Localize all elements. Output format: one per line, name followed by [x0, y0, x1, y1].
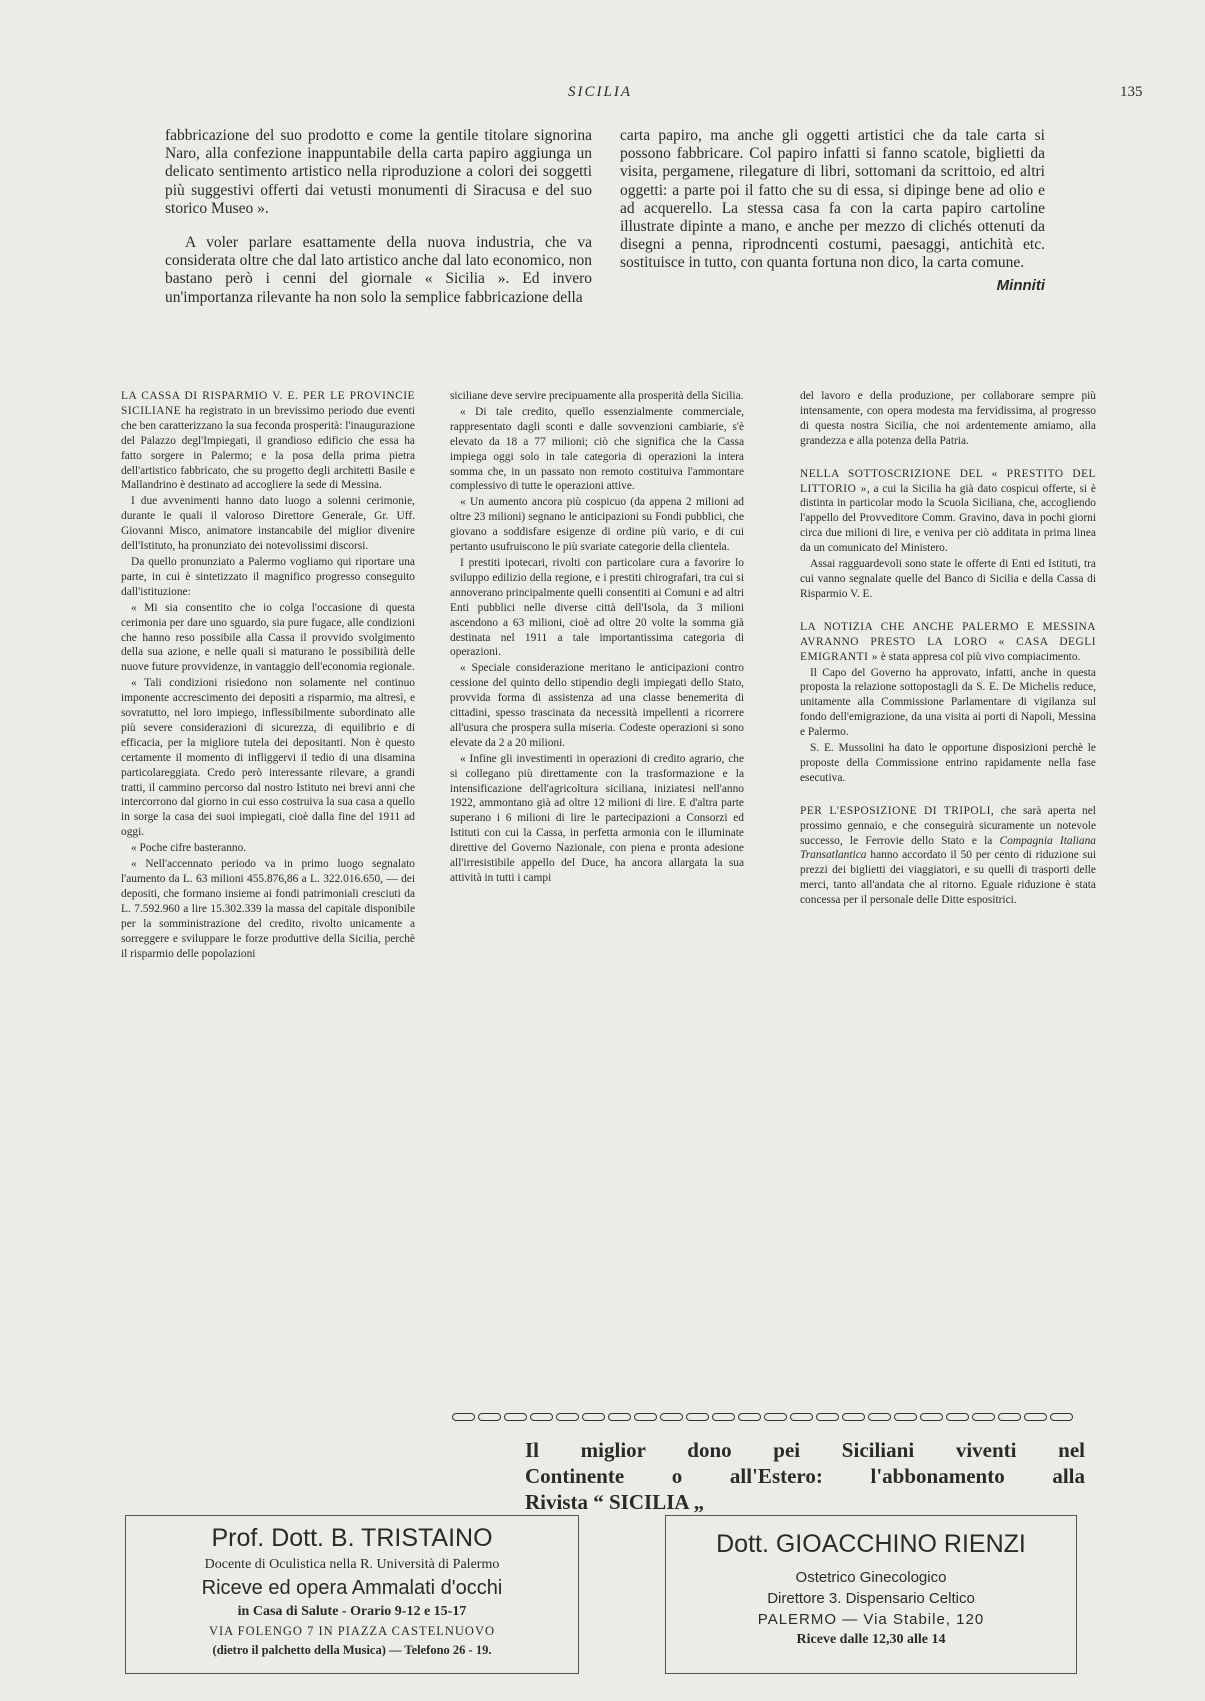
news-paragraph: « Di tale credito, quello essenzialmente commerciale, rappresentato dagli sconti e dalle sovvenzioni cambiarie, s'è elevato da 18 a 77 milioni; ciò che significa che la Cassa impiega oggi solo in tale categoria di operazioni la intera somma che, in un passato non remoto costituiva l'ammontare complessivo di tutte le operazioni attive.	[450, 405, 744, 493]
page-number: 135	[1120, 84, 1143, 100]
news-heading: PER L'ESPOSIZIONE DI TRIPOLI,	[800, 804, 995, 817]
ad-hours: Riceve dalle 12,30 alle 14	[796, 1632, 946, 1647]
news-item: LA CASSA DI RISPARMIO V. E. PER LE PROVINCIE SICILIANE ha registrato in un brevissimo periodo due eventi che ben caratterizzano la sua feconda prosperità: l'inaugurazione del Palazzo degl'Impiegati, il grandioso edificio che essa ha fatto sorgere in Palermo; e la posa della prima pietra dell'artistico fabbricato, che su progetto degli architetti Basile e Mallandrino è destinato ad accogliere la sede di Messina.	[121, 390, 415, 492]
news-paragraph: « Speciale considerazione meritano le anticipazioni contro cessione del quinto dello stipendio degli impiegati dello Stato, provvida forma di assistenza ad una classe benemerita di cittadini, spesso trascinata da necessità impellenti a ricorrere all'usura che prospera sulla miseria. Codeste operazioni si sono elevate da 2 a 20 milioni.	[450, 662, 744, 749]
promo-line: Il miglior dono pei Siciliani viventi nel	[525, 1438, 1085, 1462]
ad-tristaino	[125, 1515, 579, 1674]
news-paragraph: « Mi sia consentito che io colga l'occasione di questa cerimonia per dare uno sguardo, sia pure fugace, alle condizioni che hanno reso possibile alla Cassa il provvido svolgimento della sua azione, e nelle quali si maturano le possibilità delle nuove future provvidenze, in vantaggio dell'economia regionale.	[121, 601, 415, 674]
article-column-left	[165, 127, 592, 323]
ad-rienzi	[665, 1515, 1077, 1674]
news-heading: LA NOTIZIA CHE ANCHE PALERMO E MESSINA AVRANNO PRESTO LA LORO « CASA DEGLI EMIGRANTI »	[800, 620, 1096, 663]
ad-address: PALERMO — Via Stabile, 120	[757, 1611, 985, 1628]
ad-service: Riceve ed opera Ammalati d'occhi	[201, 1577, 503, 1599]
news-paragraph: « Poche cifre basteranno.	[131, 842, 247, 855]
news-paragraph: I prestiti ipotecari, rivolti con particolare cura a favorire lo sviluppo edilizio della regione, e i prestiti chirografari, tra cui si annoverano principalmente quelli consentiti ai Comuni e ad altri Enti pubblici nelle diverse città dell'Isola, da 3 milioni ascendono a 63 milioni, cioè ad oltre 20 volte la somma già destinata nel 1911 a tale importantissima categoria di operazioni.	[450, 556, 744, 659]
news-paragraph: Il Capo del Governo ha approvato, infatti, anche in questa proposta la relazione sottopostagli da S. E. De Michelis reduce, unitamente alla Commissione Parlamentare di vigilanza sul fondo dell'emigrazione, da una visita ai porti di Napoli, Messina e Palermo.	[800, 666, 1096, 739]
news-paragraph: S. E. Mussolini ha dato le opportune disposizioni perchè le proposte della Commissione entrino rapidamente nella fase esecutiva.	[800, 742, 1096, 784]
news-paragraph: I due avvenimenti hanno dato luogo a solenni cerimonie, durante le quali il valoroso Direttore Generale, Gr. Uff. Giovanni Misco, animatore instancabile del miglior divenire dell'Istituto, ha pronunziato dei notevolissimi discorsi.	[121, 495, 415, 553]
news-paragraph: « Nell'accennato periodo va in primo luogo segnalato l'aumento da L. 63 milioni 455.876,86 a L. 322.016.650, — dei depositi, che formano insieme ai fondi patrimoniali cresciuti da L. 7.592.960 a lire 15.302.339 la massa del capitale disponibile per la somministrazione del credito, rivolto unicamente a sorreggere e sviluppare le forze produttive della Sicilia, perchè il risparmio delle popolazioni	[121, 858, 415, 960]
article-paragraph: carta papiro, ma anche gli oggetti artistici che da tale carta si possono fabbricare. Col papiro infatti si fanno scatole, biglietti da visita, pergamene, rilegature di libri, sottomani da scrittoio, ed altri oggetti: a parte poi il fatto che su di essa, si dipinge bene ad olio e ad acquerello. La stessa casa fa con la carta papiro cartoline illustrate dipinte a mano, e anche per mezzo di clichés ottenuti da disegni a penna, riprodncenti costumi, paesaggi, antichità etc. sostituisce in tutto, con quanta fortuna non dico, la carta comune.	[620, 127, 1045, 272]
ad-address: VIA FOLENGO 7 IN PIAZZA CASTELNUOVO	[208, 1624, 496, 1638]
news-paragraph: « Un aumento ancora più cospicuo (da appena 2 milioni ad oltre 23 milioni) segnano le anticipazioni su Fondi pubblici, che giovano a soddisfare esigenze di ordine più vario, e di cui pertanto usufruiscono le più svariate categorie della clientela.	[450, 496, 744, 554]
running-header	[0, 84, 1205, 104]
decorative-chain-border	[452, 1413, 1097, 1425]
news-heading: NELLA SOTTOSCRIZIONE DEL « PRESTITO DEL LITTORIO »	[800, 467, 1096, 495]
ad-role: Direttore 3. Dispensario Celtico	[767, 1590, 975, 1607]
article-paragraph: A voler parlare esattamente della nuova industria, che va considerata oltre che dal lato artistico anche dal lato economico, non bastano però i cenni del giornale « Sicilia ». Ed invero un'importanza rilevante ha non solo la semplice fabbricazione della	[165, 234, 592, 306]
ad-doctor-name: Dott. GIOACCHINO RIENZI	[716, 1530, 1026, 1558]
ad-note: (dietro il palchetto della Musica) — Telefono 26 - 19.	[212, 1643, 492, 1657]
ad-specialty: Ostetrico Ginecologico	[795, 1569, 947, 1586]
article-paragraph: fabbricazione del suo prodotto e come la gentile titolare signorina Naro, alla confezione inappuntabile della carta papiro aggiunga un delicato sentimento artistico nella riproduzione a colori dei soggetti più suggestivi offerti dai vetusti monumenti di Siracusa e del suo storico Museo ».	[165, 127, 592, 217]
promo-line: Rivista “ SICILIA „	[525, 1490, 705, 1514]
article-column-right	[620, 127, 1045, 295]
author-signature: Minniti	[996, 276, 1045, 294]
news-paragraph: « Infine gli investimenti in operazioni di credito agrario, che si collegano più direttamente con la trasformazione e la intensificazione dell'agricoltura siciliana, iniziatesi nell'anno 1922, ammontano già ad oltre 12 milioni di lire. E d'altra parte superano i 6 milioni di lire le partecipazioni a Consorzi ed Istituti con cui la Cassa, in perfetta armonia con le illuminate direttive del Governo Nazionale, con piena e pronta adesione all'irresistibile appello del Duce, ha ancora allargata la sua attività in tutti i campi	[450, 752, 744, 884]
ad-hours: in Casa di Salute - Orario 9-12 e 15-17	[237, 1604, 467, 1619]
news-paragraph: « Tali condizioni risiedono non solamente nel continuo imponente accrescimento dei depositi a risparmio, ma altresì, e sovratutto, nel loro impiego, inflessibilmente subordinato alle più severe considerazioni di sicurezza, di equilibrio e di efficacia, per la migliore tutela dei depositanti. Non è questo certamente il momento di infliggervi il tedio di una disamina particolareggiata. Credo però interessante rilevare, a grandi tratti, il cammino percorso dal nostro Istituto nei brevi anni che intercorrono dal giorno in cui esso costruiva la sua casa a quello in sorge la casa dei suoi impiegati, cioè dalla fine del 1911 ad oggi.	[121, 677, 415, 839]
news-heading: LA CASSA DI RISPARMIO V. E. PER LE PROVINCIE SICILIANE	[121, 390, 415, 417]
running-title: SICILIA	[568, 84, 632, 100]
news-item: NELLA SOTTOSCRIZIONE DEL « PRESTITO DEL LITTORIO », a cui la Sicilia ha già dato cospicui offerte, si è distinta in particolar modo la Scuola Siciliana, che, accogliendo l'appello del Provveditore Comm. Gravino, dava in pochi giorni circa due milioni di lire, e veniva per ciò additata in prima linea da un comunicato del Ministero.	[800, 467, 1096, 555]
news-item: LA NOTIZIA CHE ANCHE PALERMO E MESSINA AVRANNO PRESTO LA LORO « CASA DEGLI EMIGRANTI » è stata appresa col più vivo compiacimento.	[800, 620, 1096, 663]
company-name: Compagnia Italiana Transatlantica	[800, 834, 1096, 862]
news-item: PER L'ESPOSIZIONE DI TRIPOLI, che sarà aperta nel prossimo gennaio, e che conseguirà sicuramente un notevole successo, le Ferrovie dello Stato e la Compagnia Italiana Transatlantica hanno accordato il 50 per cento di riduzione sui prezzi dei biglietti dei viaggiatori, e su quelli di trasporti delle merci, tanto all'andata che al ritorno. Eguale riduzione è stata concessa per il personale delle Ditte espositrici.	[800, 804, 1096, 907]
news-column-1	[121, 389, 415, 962]
news-paragraph: Da quello pronunziato a Palermo vogliamo qui riportare una parte, in cui è sintetizzato il magnifico progresso conseguito dall'istituzione:	[121, 555, 415, 598]
ad-doctor-title: Docente di Oculistica nella R. Università di Palermo	[204, 1557, 500, 1572]
news-column-3	[800, 389, 1096, 909]
news-paragraph: siciliane deve servire precipuamente alla prosperità della Sicilia.	[450, 390, 744, 402]
ad-doctor-name: Prof. Dott. B. TRISTAINO	[211, 1524, 493, 1552]
news-column-2	[450, 389, 744, 887]
promo-line: Continente o all'Estero: l'abbonamento alla	[525, 1464, 1085, 1488]
news-paragraph: del lavoro e della produzione, per collaborare sempre più intensamente, con opera modesta ma fervidissima, al progresso di questa nostra Sicilia, che noi ardentemente amiamo, alla grandezza e alla potenza della Patria.	[800, 390, 1096, 447]
subscription-promo	[525, 1437, 1085, 1515]
news-paragraph: Assai ragguardevoli sono state le offerte di Enti ed Istituti, tra cui vanno segnalate quelle del Banco di Sicilia e della Cassa di Risparmio V. E.	[800, 558, 1096, 600]
